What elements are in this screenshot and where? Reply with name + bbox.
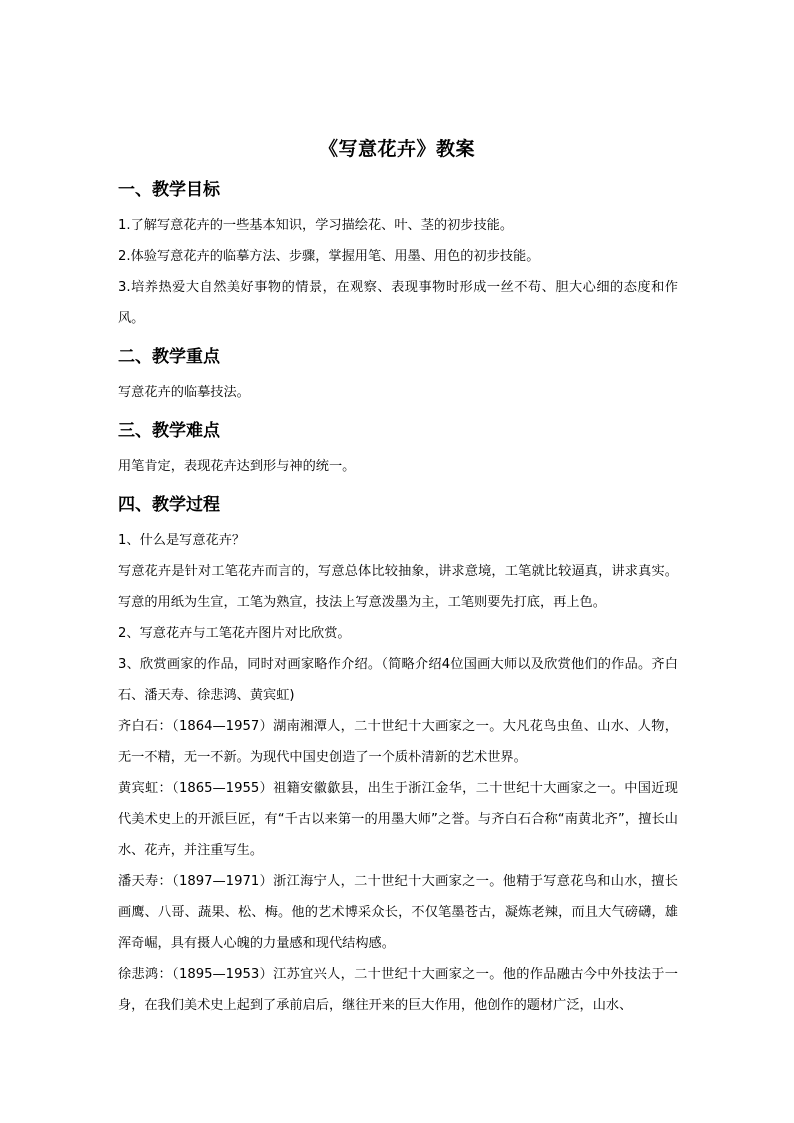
painter-bio-qi-baishi: 齐白石：（1864—1957）湖南湘潭人，二十世纪十大画家之一。大凡花鸟虫鱼、山水、人物，无一不精，无一不新。为现代中国史创造了一个质朴清新的艺术世界。	[118, 719, 678, 765]
heading-difficulties: 三、教学难点	[118, 421, 220, 441]
difficulties-text: 用笔肯定，表现花卉达到形与神的统一。	[118, 459, 356, 474]
process-paragraph: 写意花卉是针对工笔花卉而言的，写意总体比较抽象，讲求意境，工笔就比较逼真，讲求真实。写意的用纸为生宣，工笔为熟宣，技法上写意泼墨为主，工笔则要先打底，再上色。	[118, 564, 678, 610]
document-title: 《写意花卉》教案	[318, 138, 475, 160]
document-body	[118, 178, 678, 1021]
key-points-text: 写意花卉的临摹技法。	[118, 385, 250, 400]
goal-item-1: 1.了解写意花卉的一些基本知识，学习描绘花、叶、茎的初步技能。	[118, 218, 514, 233]
painter-bio-huang-binhong: 黄宾虹：（1865—1955）祖籍安徽歙县，出生于浙江金华，二十世纪十大画家之一。中国近现代美术史上的开派巨匠，有“千古以来第一的用墨大师”之誉。与齐白石合称“南黄北齐”，擅长山水、花卉，并注重写生。	[118, 781, 678, 858]
goal-item-2: 2.体验写意花卉的临摹方法、步骤，掌握用笔、用墨、用色的初步技能。	[118, 249, 540, 264]
painter-bio-pan-tianshou: 潘天寿：（1897—1971）浙江海宁人，二十世纪十大画家之一。他精于写意花鸟和山水，擅长画鹰、八哥、蔬果、松、梅。他的艺术博采众长，不仅笔墨苍古，凝炼老辣，而且大气磅礴，雄浑奇崛，具有摄人心魄的力量感和现代结构感。	[118, 874, 678, 951]
heading-key-points: 二、教学重点	[118, 347, 220, 367]
heading-teaching-goals: 一、教学目标	[118, 180, 220, 200]
process-paragraph: 1、什么是写意花卉？	[118, 533, 246, 548]
painter-bio-xu-beihong: 徐悲鸿：（1895—1953）江苏宜兴人，二十世纪十大画家之一。他的作品融古今中外技法于一身，在我们美术史上起到了承前启后，继往开来的巨大作用，他创作的题材广泛，山水、	[118, 967, 678, 1013]
goal-item-3: 3.培养热爱大自然美好事物的情景，在观察、表现事物时形成一丝不苟、胆大心细的态度和作风。	[118, 280, 678, 326]
process-paragraph: 2、写意花卉与工笔花卉图片对比欣赏。	[118, 626, 351, 641]
heading-teaching-process: 四、教学过程	[118, 495, 220, 515]
process-paragraph: 3、欣赏画家的作品，同时对画家略作介绍。（简略介绍4位国画大师以及欣赏他们的作品。齐白石、潘天寿、徐悲鸿、黄宾虹)	[118, 657, 678, 703]
